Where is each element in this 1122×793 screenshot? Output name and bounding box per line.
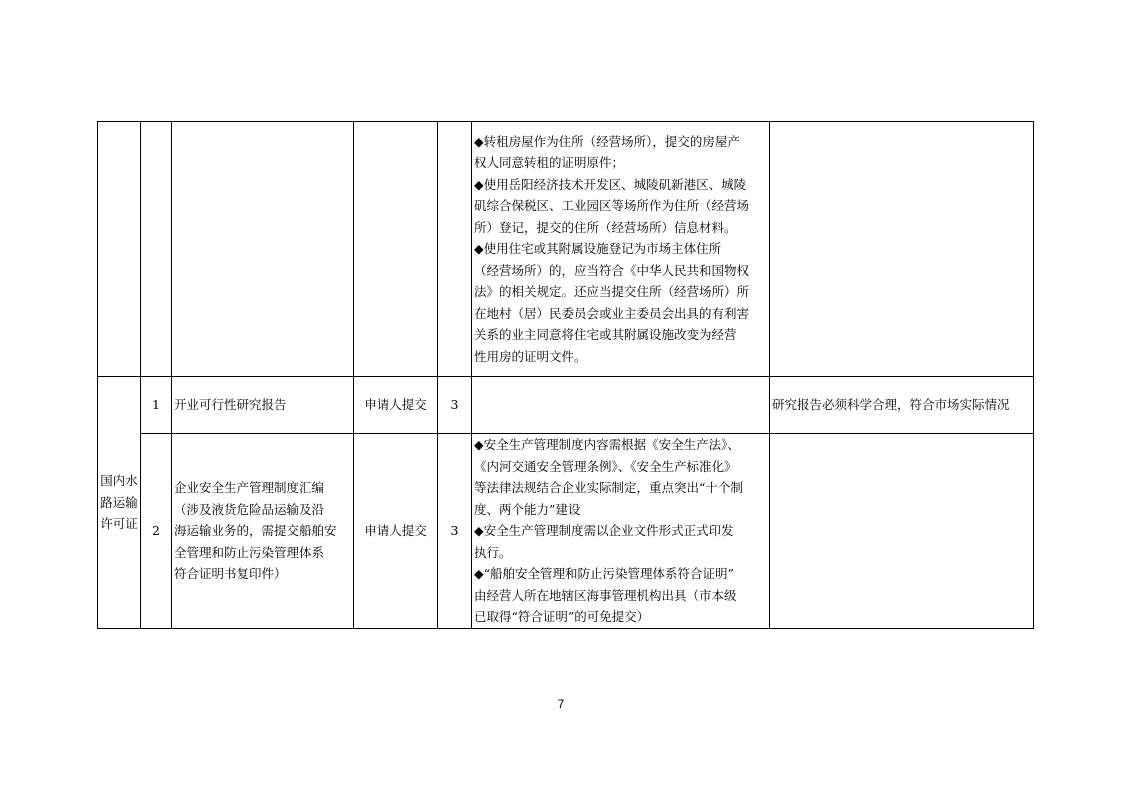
material-cell-continued (172, 122, 354, 377)
index-cell: 1 (141, 377, 172, 434)
requirements-table (97, 121, 1034, 629)
category-cell (98, 377, 141, 629)
requirement-line: （经营场所）的，应当符合《中华人民共和国物权 (474, 262, 750, 278)
category-line: 许可证 (100, 516, 138, 531)
requirement-line: ◆安全生产管理制度内容需根据《安全生产法》、 (474, 437, 740, 452)
category-cell-continued (98, 122, 141, 377)
material-line: （涉及液货危险品运输及沿 (174, 501, 325, 517)
requirement-line: 执行。 (474, 544, 512, 560)
material-line: 企业安全生产管理制度汇编 (174, 480, 325, 495)
page-number: 7 (557, 697, 565, 711)
copies-cell-continued (438, 122, 472, 377)
table-row (98, 377, 1034, 434)
requirement-line: 法》的相关规定。还应当提交住所（经营场所）所 (474, 284, 750, 300)
requirement-line: ◆“船舶安全管理和防止污染管理体系符合证明” (474, 566, 734, 581)
material-line: 全管理和防止污染管理体系 (174, 544, 325, 560)
remark-cell (770, 434, 1034, 629)
remark-cell-continued (770, 122, 1034, 377)
requirement-line: ◆使用岳阳经济技术开发区、城陵矶新港区、城陵 (474, 176, 747, 192)
requirement-line: 性用房的证明文件。 (474, 348, 587, 364)
source-cell-continued (354, 122, 438, 377)
table-row (98, 434, 1034, 629)
copies-cell: 3 (438, 377, 472, 434)
material-cell: 开业可行性研究报告 (172, 377, 354, 434)
requirement-line: ◆安全生产管理制度需以企业文件形式正式印发 (474, 523, 734, 538)
requirement-line: 《内河交通安全管理条例》、《安全生产标准化》 (474, 458, 737, 474)
requirement-line: 所）登记，提交的住所（经营场所）信息材料。 (474, 219, 737, 235)
requirement-cell-continued (472, 122, 770, 377)
requirement-line: 关系的业主同意将住宅或其附属设施改变为经营 (474, 327, 737, 343)
source-cell: 申请人提交 (354, 434, 438, 629)
remark-cell: 研究报告必须科学合理，符合市场实际情况 (770, 377, 1034, 434)
requirement-cell (472, 377, 770, 434)
material-line: 符合证明书复印件） (174, 566, 287, 581)
table-row-continuation (98, 122, 1034, 377)
material-line: 海运输业务的，需提交船舶安 (174, 523, 337, 538)
index-cell-continued (141, 122, 172, 377)
category-line: 路运输 (100, 494, 138, 510)
requirement-line: 权人同意转租的证明原件； (474, 155, 625, 171)
requirement-line: 度、两个能力”建设 (474, 501, 581, 517)
requirement-line: 由经营人所在地辖区海事管理机构出具（市本级 (474, 587, 737, 603)
requirement-line: 等法律法规结合企业实际制定，重点突出“十个制 (474, 480, 743, 495)
requirement-line: ◆转租房屋作为住所（经营场所），提交的房屋产 (474, 133, 740, 149)
requirement-line: 矶综合保税区、工业园区等场所作为住所（经营场 (474, 198, 750, 214)
material-cell (172, 434, 354, 629)
source-cell: 申请人提交 (354, 377, 438, 434)
category-line: 国内水 (100, 473, 138, 488)
copies-cell: 3 (438, 434, 472, 629)
requirement-cell (472, 434, 770, 629)
index-cell: 2 (141, 434, 172, 629)
requirement-line: ◆使用住宅或其附属设施登记为市场主体住所 (474, 241, 722, 257)
requirement-line: 已取得“符合证明”的可免提交） (474, 609, 650, 624)
requirement-line: 在地村（居）民委员会或业主委员会出具的有利害 (474, 305, 750, 321)
